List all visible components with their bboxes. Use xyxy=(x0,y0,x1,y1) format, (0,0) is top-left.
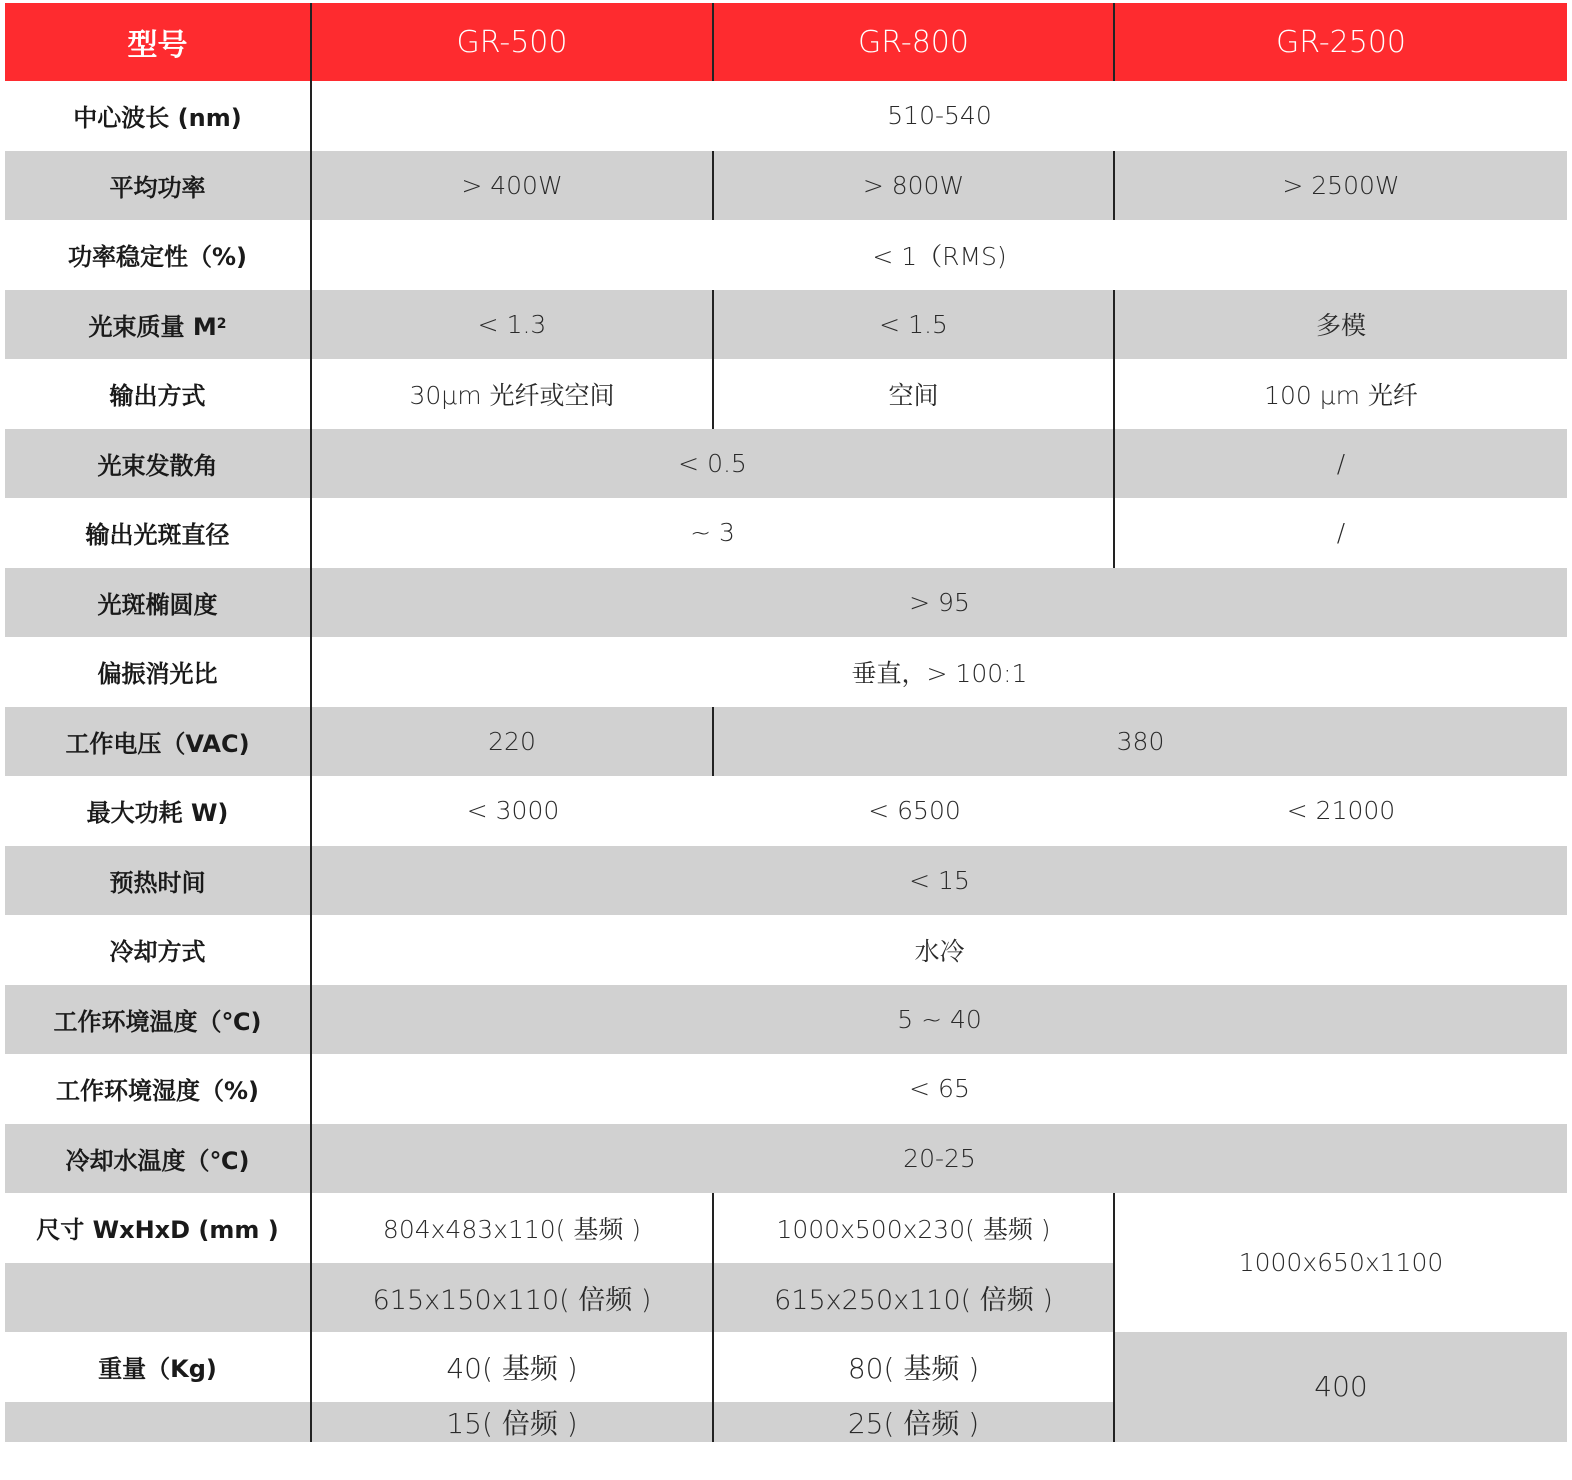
cell-avg-power-gr800: > 800W xyxy=(714,151,1115,221)
row-label-avg-power: 平均功率 xyxy=(5,151,312,221)
cell-size-gr800-base: 1000x500x230( 基频 ) xyxy=(714,1193,1115,1263)
row-label-divergence: 光束发散角 xyxy=(5,429,312,499)
cell-cooling: 水冷 xyxy=(312,915,1567,985)
row-label-spot-ellipticity: 光斑椭圆度 xyxy=(5,568,312,638)
cell-voltage-gr800-gr2500: 380 xyxy=(714,707,1567,777)
beam-quality-label-text: 光束质量 M xyxy=(88,312,217,341)
cell-beam-quality-gr2500: 多模 xyxy=(1115,290,1567,360)
cell-max-power-gr800: < 6500 xyxy=(714,776,1115,846)
row-label-env-temp: 工作环境温度（℃) xyxy=(5,985,312,1055)
cell-output-mode-gr2500: 100 μm 光纤 xyxy=(1115,359,1567,429)
cell-output-mode-gr800: 空间 xyxy=(714,359,1115,429)
cell-size-gr800-doubled: 615x250x110( 倍频 ) xyxy=(714,1263,1115,1333)
cell-size-gr500-base: 804x483x110( 基频 ) xyxy=(312,1193,714,1263)
cell-voltage-gr500: 220 xyxy=(312,707,714,777)
cell-polarization: 垂直，> 100:1 xyxy=(312,637,1567,707)
row-label-weight: 重量（Kg) xyxy=(5,1332,312,1402)
header-gr-800: GR-800 xyxy=(714,3,1115,81)
row-label-size: 尺寸 WxHxD (mm ) xyxy=(5,1193,312,1263)
cell-beam-quality-gr500: < 1.3 xyxy=(312,290,714,360)
cell-power-stability: < 1（RMS) xyxy=(312,220,1567,290)
row-label-warmup: 预热时间 xyxy=(5,846,312,916)
cell-size-gr2500: 1000x650x1100 xyxy=(1115,1193,1567,1332)
row-label-output-mode: 输出方式 xyxy=(5,359,312,429)
row-label-polarization: 偏振消光比 xyxy=(5,637,312,707)
row-label-voltage: 工作电压（VAC) xyxy=(5,707,312,777)
cell-weight-gr800-doubled: 25( 倍频 ) xyxy=(714,1402,1115,1442)
cell-max-power-gr500: < 3000 xyxy=(312,776,714,846)
cell-spot-ellipticity: > 95 xyxy=(312,568,1567,638)
row-label-beam-quality: 光束质量 M 2 xyxy=(5,290,312,360)
cell-output-mode-gr500: 30μm 光纤或空间 xyxy=(312,359,714,429)
cell-weight-gr500-base: 40( 基频 ) xyxy=(312,1332,714,1402)
row-label-cooling: 冷却方式 xyxy=(5,915,312,985)
cell-max-power-gr2500: < 21000 xyxy=(1115,776,1567,846)
header-gr-500: GR-500 xyxy=(312,3,714,81)
row-label-max-power: 最大功耗 W) xyxy=(5,776,312,846)
cell-env-humidity: < 65 xyxy=(312,1054,1567,1124)
cell-divergence-gr500-gr800: < 0.5 xyxy=(312,429,1115,499)
row-label-weight-blank xyxy=(5,1402,312,1442)
cell-weight-gr2500: 400 xyxy=(1115,1332,1567,1442)
cell-weight-gr500-doubled: 15( 倍频 ) xyxy=(312,1402,714,1442)
row-label-wavelength: 中心波长 (nm) xyxy=(5,81,312,151)
cell-warmup: < 15 xyxy=(312,846,1567,916)
header-gr-2500: GR-2500 xyxy=(1115,3,1567,81)
cell-water-temp: 20-25 xyxy=(312,1124,1567,1194)
cell-env-temp: 5 ~ 40 xyxy=(312,985,1567,1055)
cell-avg-power-gr2500: > 2500W xyxy=(1115,151,1567,221)
cell-weight-gr800-base: 80( 基频 ) xyxy=(714,1332,1115,1402)
row-label-spot-diameter: 输出光斑直径 xyxy=(5,498,312,568)
cell-divergence-gr2500: / xyxy=(1115,429,1567,499)
cell-avg-power-gr500: > 400W xyxy=(312,151,714,221)
cell-spot-diameter-gr500-gr800: ~ 3 xyxy=(312,498,1115,568)
row-label-size-blank xyxy=(5,1263,312,1333)
row-label-env-humidity: 工作环境湿度（%) xyxy=(5,1054,312,1124)
header-model-label: 型号 xyxy=(5,3,312,81)
row-label-power-stability: 功率稳定性（%) xyxy=(5,220,312,290)
cell-size-gr500-doubled: 615x150x110( 倍频 ) xyxy=(312,1263,714,1333)
spec-table xyxy=(5,3,1567,1442)
cell-wavelength: 510-540 xyxy=(312,81,1567,151)
cell-beam-quality-gr800: < 1.5 xyxy=(714,290,1115,360)
row-label-water-temp: 冷却水温度（℃) xyxy=(5,1124,312,1194)
cell-spot-diameter-gr2500: / xyxy=(1115,498,1567,568)
